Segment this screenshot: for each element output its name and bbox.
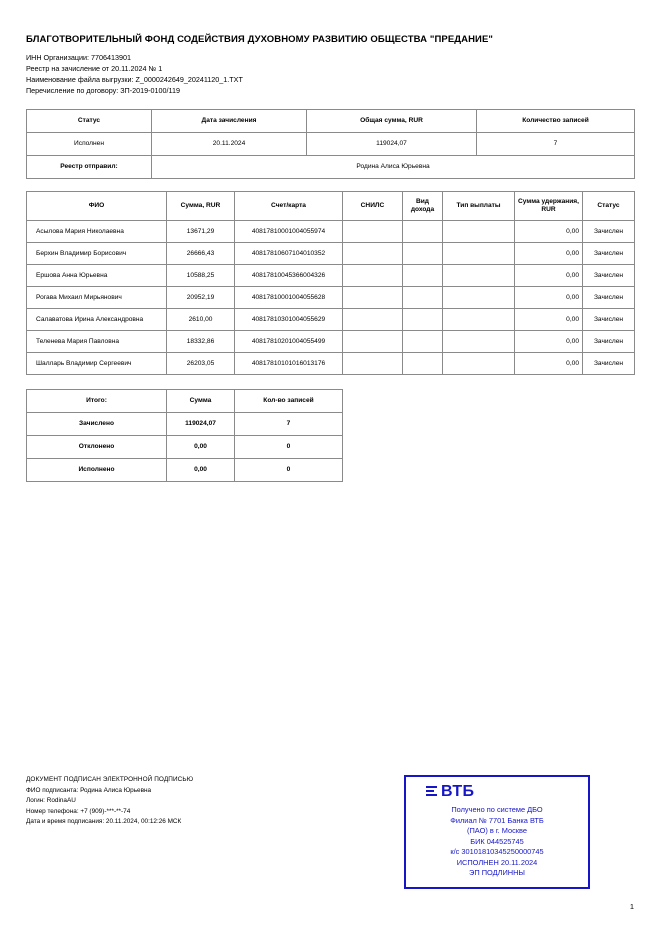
cell-fio: Рогава Михаил Мирьянович xyxy=(27,286,167,308)
cell-account: 40817810101016013176 xyxy=(235,352,343,374)
register-header-income-type: Вид дохода xyxy=(403,191,443,220)
stamp-line-2: Филиал № 7701 Банка ВТБ xyxy=(450,815,544,825)
cell-payment-type xyxy=(443,330,515,352)
register-header-status: Статус xyxy=(583,191,635,220)
totals-header-label: Итого: xyxy=(27,389,167,412)
cell-payment-type xyxy=(443,286,515,308)
cell-payment-type xyxy=(443,220,515,242)
table-row xyxy=(27,264,635,286)
signature-block xyxy=(26,775,356,827)
register-header-snils: СНИЛС xyxy=(343,191,403,220)
cell-status: Зачислен xyxy=(583,220,635,242)
summary-header-total: Общая сумма, RUR xyxy=(307,109,477,132)
cell-income-type xyxy=(403,330,443,352)
cell-status: Зачислен xyxy=(583,264,635,286)
cell-snils xyxy=(343,308,403,330)
page-number: 1 xyxy=(629,902,634,911)
cell-withholding: 0,00 xyxy=(515,220,583,242)
cell-account: 40817810001004055974 xyxy=(235,220,343,242)
totals-count: 7 xyxy=(235,412,343,435)
cell-withholding: 0,00 xyxy=(515,352,583,374)
cell-income-type xyxy=(403,242,443,264)
cell-amount: 13671,29 xyxy=(167,220,235,242)
totals-row-credited xyxy=(27,412,635,435)
summary-table-header-row xyxy=(27,109,635,132)
meta-line-contract: Перечисление по договору: ЗП-2019-0100/119 xyxy=(26,85,180,95)
cell-status: Зачислен xyxy=(583,308,635,330)
totals-count: 0 xyxy=(235,435,343,458)
table-row xyxy=(27,308,635,330)
cell-amount: 26666,43 xyxy=(167,242,235,264)
cell-withholding: 0,00 xyxy=(515,286,583,308)
stamp-line-7: ЭП ПОДЛИННЫ xyxy=(469,868,525,878)
vtb-bars-icon xyxy=(426,786,437,798)
cell-snils xyxy=(343,352,403,374)
summary-header-count: Количество записей xyxy=(477,109,635,132)
cell-account: 40817810001004055628 xyxy=(235,286,343,308)
cell-status: Зачислен xyxy=(583,242,635,264)
cell-status: Зачислен xyxy=(583,330,635,352)
cell-amount: 2610,00 xyxy=(167,308,235,330)
table-row xyxy=(27,330,635,352)
bank-stamp xyxy=(404,775,590,889)
register-header-amount: Сумма, RUR xyxy=(167,191,235,220)
sender-label: Реестр отправил: xyxy=(27,155,152,178)
cell-status: Зачислен xyxy=(583,352,635,374)
totals-header-amount: Сумма xyxy=(167,389,235,412)
summary-sender-row xyxy=(27,155,635,178)
cell-snils xyxy=(343,242,403,264)
summary-value-count: 7 xyxy=(477,132,635,155)
cell-payment-type xyxy=(443,242,515,264)
summary-header-date: Дата зачисления xyxy=(152,109,307,132)
cell-snils xyxy=(343,264,403,286)
cell-amount: 18332,86 xyxy=(167,330,235,352)
totals-amount: 119024,07 xyxy=(167,412,235,435)
totals-row-executed xyxy=(27,458,635,481)
summary-header-status: Статус xyxy=(27,109,152,132)
cell-income-type xyxy=(403,308,443,330)
stamp-line-1: Получено по системе ДБО xyxy=(451,805,543,815)
page-title: БЛАГОТВОРИТЕЛЬНЫЙ ФОНД СОДЕЙСТВИЯ ДУХОВНОМУ РАЗВИТИЮ ОБЩЕСТВА "ПРЕДАНИЕ" xyxy=(26,34,494,45)
cell-fio: Асылова Мария Николаевна xyxy=(27,220,167,242)
stamp-line-3: (ПАО) в г. Москве xyxy=(467,826,527,836)
sender-value: Родина Алиса Юрьевна xyxy=(152,155,635,178)
totals-amount: 0,00 xyxy=(167,435,235,458)
signature-phone: Номер телефона: +7 (909)-***-**-74 xyxy=(26,807,131,815)
cell-fio: Шалларь Владимир Сергеевич xyxy=(27,352,167,374)
cell-amount: 20952,19 xyxy=(167,286,235,308)
register-header-account: Счет/карта xyxy=(235,191,343,220)
cell-account: 40817810301004055629 xyxy=(235,308,343,330)
cell-fio: Салаватова Ирина Александровна xyxy=(27,308,167,330)
totals-count: 0 xyxy=(235,458,343,481)
register-header-fio: ФИО xyxy=(27,191,167,220)
cell-snils xyxy=(343,220,403,242)
cell-withholding: 0,00 xyxy=(515,330,583,352)
summary-value-total: 119024,07 xyxy=(307,132,477,155)
stamp-line-4: БИК 044525745 xyxy=(470,836,524,846)
cell-fio: Теленева Мария Павловна xyxy=(27,330,167,352)
document-footer xyxy=(26,775,634,889)
cell-fio: Ершова Анна Юрьевна xyxy=(27,264,167,286)
vtb-wordmark: ВТБ xyxy=(441,783,475,801)
totals-label: Зачислено xyxy=(27,412,167,435)
cell-income-type xyxy=(403,264,443,286)
signature-heading: ДОКУМЕНТ ПОДПИСАН ЭЛЕКТРОННОЙ ПОДПИСЬЮ xyxy=(26,776,194,784)
document-meta xyxy=(26,53,634,97)
signature-datetime: Дата и время подписания: 20.11.2024, 00:12:26 МСК xyxy=(26,817,182,825)
totals-table-header-row xyxy=(27,389,635,412)
cell-withholding: 0,00 xyxy=(515,242,583,264)
register-table xyxy=(26,191,635,375)
cell-payment-type xyxy=(443,264,515,286)
cell-account: 40817810607104010352 xyxy=(235,242,343,264)
cell-income-type xyxy=(403,286,443,308)
totals-table xyxy=(26,389,635,482)
meta-line-inn: ИНН Организации: 7706413901 xyxy=(26,52,131,62)
cell-income-type xyxy=(403,220,443,242)
meta-line-register: Реестр на зачисление от 20.11.2024 № 1 xyxy=(26,63,163,73)
signature-signer: ФИО подписанта: Родина Алиса Юрьевна xyxy=(26,786,152,794)
cell-payment-type xyxy=(443,352,515,374)
totals-row-rejected xyxy=(27,435,635,458)
register-header-payment-type: Тип выплаты xyxy=(443,191,515,220)
totals-amount: 0,00 xyxy=(167,458,235,481)
register-header-withholding: Сумма удержания, RUR xyxy=(515,191,583,220)
summary-table-row xyxy=(27,132,635,155)
stamp-text xyxy=(412,805,582,879)
cell-income-type xyxy=(403,352,443,374)
register-table-header-row xyxy=(27,191,635,220)
cell-snils xyxy=(343,330,403,352)
table-row xyxy=(27,242,635,264)
cell-withholding: 0,00 xyxy=(515,308,583,330)
stamp-line-6: ИСПОЛНЕН 20.11.2024 xyxy=(456,857,538,867)
cell-snils xyxy=(343,286,403,308)
cell-amount: 10588,25 xyxy=(167,264,235,286)
table-row xyxy=(27,352,635,374)
cell-account: 40817810201004055499 xyxy=(235,330,343,352)
summary-value-date: 20.11.2024 xyxy=(152,132,307,155)
totals-label: Исполнено xyxy=(27,458,167,481)
totals-label: Отклонено xyxy=(27,435,167,458)
cell-fio: Берхин Владимир Борисович xyxy=(27,242,167,264)
table-row xyxy=(27,220,635,242)
cell-account: 40817810045366004326 xyxy=(235,264,343,286)
cell-withholding: 0,00 xyxy=(515,264,583,286)
meta-line-filename: Наименование файла выгрузки: Z_0000242649_20241120_1.TXT xyxy=(26,74,243,84)
vtb-logo xyxy=(412,783,582,801)
signature-login: Логин: RodinaAU xyxy=(26,797,76,805)
cell-status: Зачислен xyxy=(583,286,635,308)
cell-payment-type xyxy=(443,308,515,330)
table-row xyxy=(27,286,635,308)
totals-header-count: Кол-во записей xyxy=(235,389,343,412)
summary-value-status: Исполнен xyxy=(27,132,152,155)
summary-table xyxy=(26,109,635,179)
cell-amount: 26203,05 xyxy=(167,352,235,374)
stamp-line-5: к/с 30101810345250000745 xyxy=(450,847,544,857)
